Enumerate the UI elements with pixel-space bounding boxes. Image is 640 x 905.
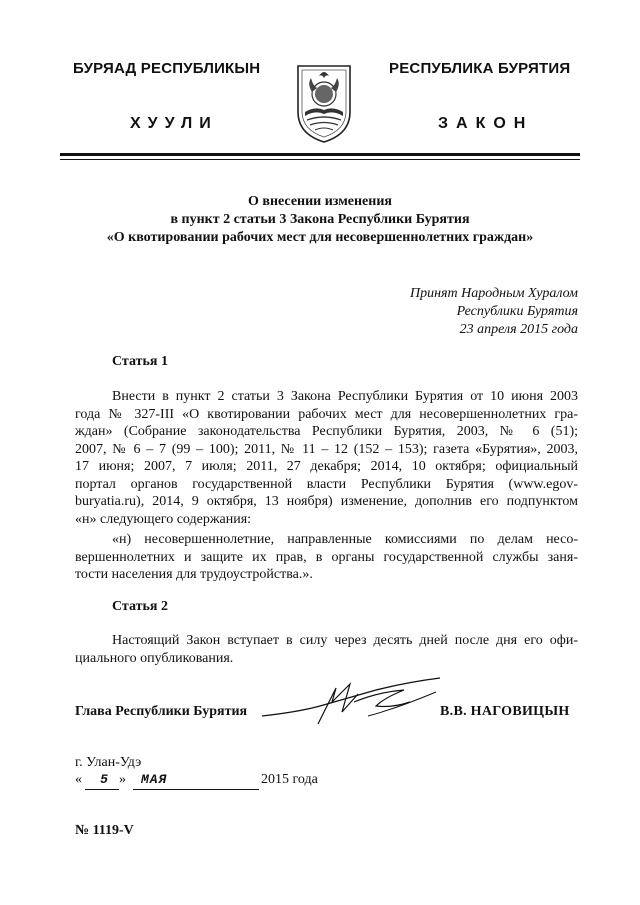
article-1-heading: Статья 1 (112, 354, 168, 369)
text-line: «н» следующего содержания: (75, 511, 252, 527)
adoption-line: Принят Народным Хуралом (409, 286, 578, 301)
law-number: № 1119-V (75, 823, 134, 838)
adoption-date: 23 апреля 2015 года (459, 322, 578, 337)
text-line: buryatia.ru), 2014, 9 октября, 13 ноября) изменение, дополнив его подпунктом (75, 494, 578, 509)
text-line: Внести в пункт 2 статьи 3 Закона Республики Бурятия от 10 июня 2003 (112, 389, 578, 404)
signatory-position: Глава Республики Бурятия (75, 704, 248, 719)
date-quote-close: » (119, 772, 126, 787)
date-month: МАЯ (141, 772, 168, 787)
text-line: ждан» (Собрание законодательства Республики Бурятия, 2003, № 6 (51); (75, 424, 578, 439)
article-2-heading: Статья 2 (112, 599, 168, 614)
signatory-name: В.В. НАГОВИЦЫН (440, 704, 570, 719)
article-1-quoted-text (75, 531, 578, 584)
text-line: 17 июня; 2007, 7 июля; 2011, 27 декабря; 2014, 10 октября; официальный (75, 459, 578, 474)
header-left-title: БУРЯАД РЕСПУБЛИКЫН (73, 60, 261, 77)
header-right-doc-type: ЗАКОН (438, 115, 534, 132)
adoption-note (410, 285, 578, 339)
text-line: вершеннолетних и защите их прав, в органы государственной службы заня- (75, 549, 578, 565)
law-title-line: в пункт 2 статьи 3 Закона Республики Бурятия (170, 212, 470, 227)
text-line: портал органов государственной власти Республики Бурятия (www.egov- (75, 476, 578, 492)
adoption-line: Республики Бурятия (456, 304, 578, 319)
date-year: 2015 года (261, 772, 318, 787)
header-divider-thick (60, 153, 580, 156)
header-left-doc-type: ХУУЛИ (130, 115, 218, 132)
text-line: циального опубликования. (75, 650, 234, 666)
law-title-line: О внесении изменения (248, 194, 392, 209)
article-1-paragraph (75, 388, 578, 528)
text-line: года № 327-III «О квотировании рабочих мест для несовершеннолетних гра- (75, 406, 578, 422)
coat-of-arms-icon (295, 62, 353, 144)
text-line: 2007, № 6 – 7 (99 – 100); 2011, № 11 – 12 (152 – 153); газета «Бурятия», 2003, (75, 441, 578, 457)
handwritten-signature (258, 672, 448, 727)
date-quote-open: « (75, 772, 82, 787)
text-line: тости населения для трудоустройства.». (75, 567, 313, 582)
date-month-underline (133, 789, 259, 790)
text-line: «н) несовершеннолетние, направленные комиссиями по делам несо- (112, 532, 578, 547)
law-title (60, 193, 580, 247)
text-line: Настоящий Закон вступает в силу через десять дней после дня его офи- (112, 633, 578, 648)
header-divider-thin (60, 159, 580, 160)
date-day-underline (85, 789, 119, 790)
article-2-paragraph (75, 632, 578, 667)
date-day: 5 (100, 772, 108, 787)
header-right-title: РЕСПУБЛИКА БУРЯТИЯ (389, 60, 571, 77)
place-of-signing: г. Улан-Удэ (75, 755, 142, 770)
signing-date (75, 772, 375, 792)
law-title-line: «О квотировании рабочих мест для несовершеннолетних граждан» (106, 230, 534, 245)
